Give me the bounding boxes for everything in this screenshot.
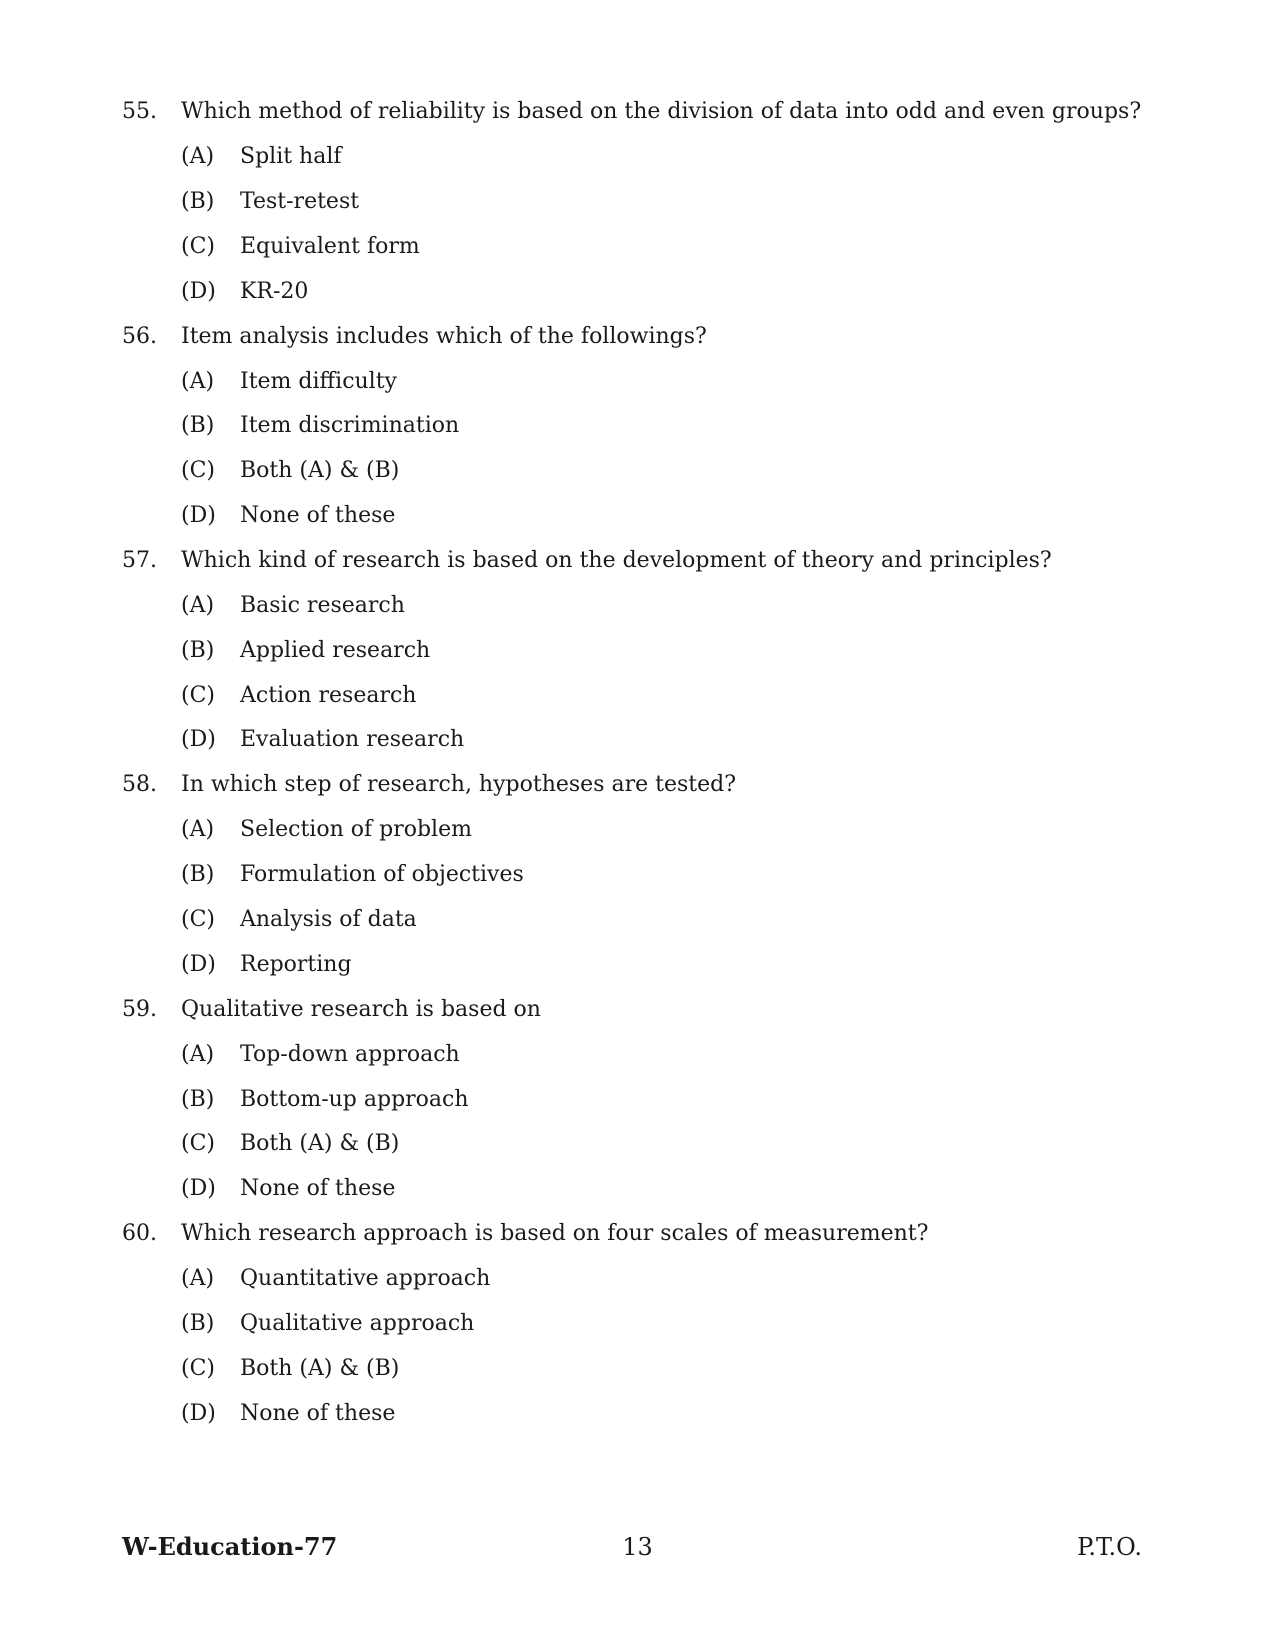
option-letter: (A) bbox=[181, 593, 215, 618]
option-letter: (B) bbox=[181, 638, 215, 663]
option-text: Item discrimination bbox=[240, 413, 460, 438]
option-text: None of these bbox=[240, 1401, 396, 1426]
question-number: 60. bbox=[122, 1221, 157, 1246]
option-58-d bbox=[0, 950, 1275, 980]
option-letter: (C) bbox=[181, 1356, 215, 1381]
question-number: 55. bbox=[122, 99, 157, 124]
option-55-b bbox=[0, 187, 1275, 217]
option-letter: (D) bbox=[181, 1176, 216, 1201]
option-text: Bottom-up approach bbox=[240, 1087, 469, 1112]
question-text: Which kind of research is based on the development of theory and principles? bbox=[181, 548, 1052, 573]
option-59-a bbox=[0, 1040, 1275, 1070]
option-letter: (C) bbox=[181, 458, 215, 483]
option-text: Quantitative approach bbox=[240, 1266, 491, 1291]
page-footer bbox=[0, 1530, 1275, 1564]
question-number: 57. bbox=[122, 548, 157, 573]
option-letter: (C) bbox=[181, 907, 215, 932]
question-text: Qualitative research is based on bbox=[181, 997, 541, 1022]
option-letter: (A) bbox=[181, 144, 215, 169]
question-number: 58. bbox=[122, 772, 157, 797]
option-text: Qualitative approach bbox=[240, 1311, 475, 1336]
option-letter: (C) bbox=[181, 683, 215, 708]
option-letter: (D) bbox=[181, 727, 216, 752]
option-letter: (B) bbox=[181, 413, 215, 438]
option-56-b bbox=[0, 411, 1275, 441]
option-59-b bbox=[0, 1085, 1275, 1115]
question-text: Which method of reliability is based on the division of data into odd and even groups? bbox=[181, 99, 1142, 124]
question-text: Item analysis includes which of the followings? bbox=[181, 324, 707, 349]
option-letter: (B) bbox=[181, 862, 215, 887]
option-text: Formulation of objectives bbox=[240, 862, 524, 887]
option-59-d bbox=[0, 1174, 1275, 1204]
option-text: Selection of problem bbox=[240, 817, 472, 842]
option-text: Both (A) & (B) bbox=[240, 1131, 400, 1156]
option-56-a bbox=[0, 367, 1275, 397]
option-text: Top-down approach bbox=[240, 1042, 460, 1067]
option-text: Both (A) & (B) bbox=[240, 458, 400, 483]
question-text: In which step of research, hypotheses are tested? bbox=[181, 772, 737, 797]
option-57-b bbox=[0, 636, 1275, 666]
option-text: Analysis of data bbox=[240, 907, 417, 932]
option-text: Both (A) & (B) bbox=[240, 1356, 400, 1381]
option-57-c bbox=[0, 681, 1275, 711]
option-55-d bbox=[0, 277, 1275, 307]
question-number: 56. bbox=[122, 324, 157, 349]
page-number: 13 bbox=[622, 1533, 653, 1561]
option-56-d bbox=[0, 501, 1275, 531]
option-text: Basic research bbox=[240, 593, 405, 618]
option-text: Applied research bbox=[240, 638, 431, 663]
option-text: KR-20 bbox=[240, 279, 309, 304]
option-59-c bbox=[0, 1129, 1275, 1159]
option-text: Equivalent form bbox=[240, 234, 420, 259]
option-text: None of these bbox=[240, 1176, 396, 1201]
option-letter: (B) bbox=[181, 189, 215, 214]
option-58-a bbox=[0, 815, 1275, 845]
option-56-c bbox=[0, 456, 1275, 486]
option-text: Action research bbox=[240, 683, 417, 708]
option-letter: (A) bbox=[181, 817, 215, 842]
option-text: Item difficulty bbox=[240, 369, 397, 394]
question-number: 59. bbox=[122, 997, 157, 1022]
please-turn-over: P.T.O. bbox=[1077, 1533, 1142, 1561]
question-text: Which research approach is based on four scales of measurement? bbox=[181, 1221, 929, 1246]
option-letter: (D) bbox=[181, 279, 216, 304]
option-text: Test-retest bbox=[240, 189, 360, 214]
option-letter: (B) bbox=[181, 1311, 215, 1336]
option-text: Reporting bbox=[240, 952, 352, 977]
option-55-a bbox=[0, 142, 1275, 172]
option-text: None of these bbox=[240, 503, 396, 528]
option-60-b bbox=[0, 1309, 1275, 1339]
option-letter: (A) bbox=[181, 369, 215, 394]
option-60-a bbox=[0, 1264, 1275, 1294]
option-letter: (A) bbox=[181, 1042, 215, 1067]
paper-code: W-Education-77 bbox=[122, 1532, 338, 1561]
option-text: Split half bbox=[240, 144, 342, 169]
option-letter: (C) bbox=[181, 234, 215, 259]
option-letter: (D) bbox=[181, 503, 216, 528]
option-letter: (A) bbox=[181, 1266, 215, 1291]
option-text: Evaluation research bbox=[240, 727, 465, 752]
option-60-c bbox=[0, 1354, 1275, 1384]
option-58-b bbox=[0, 860, 1275, 890]
option-55-c bbox=[0, 232, 1275, 262]
option-58-c bbox=[0, 905, 1275, 935]
option-60-d bbox=[0, 1399, 1275, 1429]
option-letter: (C) bbox=[181, 1131, 215, 1156]
option-57-a bbox=[0, 591, 1275, 621]
option-letter: (D) bbox=[181, 1401, 216, 1426]
option-letter: (B) bbox=[181, 1087, 215, 1112]
option-57-d bbox=[0, 725, 1275, 755]
option-letter: (D) bbox=[181, 952, 216, 977]
